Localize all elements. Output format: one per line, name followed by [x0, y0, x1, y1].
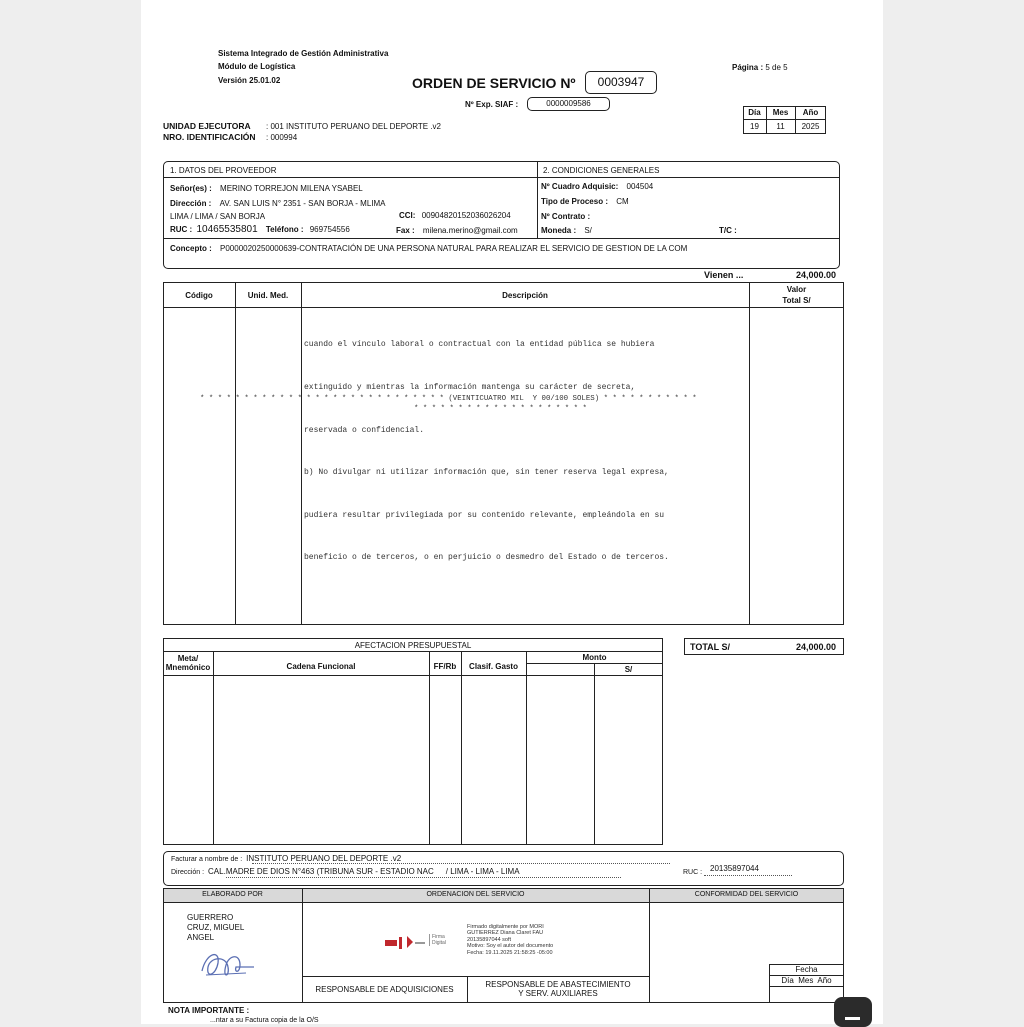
- fax-label: Fax :: [396, 226, 415, 235]
- concepto-value: P0000020250000639-CONTRATACIÓN DE UNA PERSONA NATURAL PARA REALIZAR EL SERVICIO DE GESTION DE LA COM: [220, 244, 688, 253]
- nro-identificacion-label: NRO. IDENTIFICACIÓN: [163, 132, 256, 142]
- fecha-label: Fecha: [795, 965, 818, 974]
- vienen-value: 24,000.00: [796, 270, 837, 280]
- fax-value: milena.merino@gmail.com: [422, 226, 518, 235]
- firma-digital-label: Firma Digital: [429, 934, 456, 946]
- page-indicator: [732, 63, 788, 72]
- senor-label: Señor(es) :: [170, 184, 212, 193]
- unidad-value: : 001 INSTITUTO PERUANO DEL DEPORTE .v2: [266, 122, 442, 131]
- tc-label: T/C :: [719, 226, 737, 235]
- ruc-label: RUC :: [170, 225, 193, 234]
- billing-address-value: CAL.MADRE DE DIOS N°463 (TRIBUNA SUR - ESTADIO NAC: [208, 867, 434, 876]
- description-line: reservada o confidencial.: [304, 425, 425, 435]
- col-valor: Valor: [786, 285, 807, 294]
- telefono-value: 969754556: [309, 225, 350, 234]
- conformidad-header: CONFORMIDAD DEL SERVICIO: [694, 891, 799, 898]
- page-label: Página :: [732, 63, 764, 72]
- date-header-month: Mes: [772, 108, 789, 117]
- total-label: TOTAL S/: [690, 642, 731, 652]
- amount-in-words-continued: * * * * * * * * * * * * * * * * * * * *: [414, 405, 587, 413]
- siaf-label: Nº Exp. SIAF :: [465, 100, 519, 109]
- description-line: b) No divulgar ni utilizar información que, sin tener reserva legal expresa,: [304, 468, 669, 478]
- moneda-field: [541, 226, 592, 235]
- elaborado-header: ELABORADO POR: [202, 891, 263, 898]
- cadena-funcional-label: Cadena Funcional: [286, 662, 356, 671]
- col-unid-med: Unid. Med.: [247, 291, 289, 300]
- monto-label: Monto: [582, 653, 607, 662]
- ordenacion-header: ORDENACION DEL SERVICIO: [426, 891, 525, 898]
- col-codigo: Código: [185, 291, 213, 300]
- nota-importante: NOTA IMPORTANTE :: [168, 1006, 250, 1015]
- tipo-proceso-label: Tipo de Proceso :: [541, 197, 608, 206]
- elaborado-name-line: CRUZ, MIGUEL: [187, 923, 245, 932]
- document-title: ORDEN DE SERVICIO Nº: [412, 75, 576, 91]
- concepto-label: Concepto :: [170, 244, 212, 253]
- resp-adquisiciones: RESPONSABLE DE ADQUISICIONES: [315, 985, 454, 994]
- digital-signature-line: Firmado digitalmente por MORI: [467, 924, 544, 930]
- description-text: [304, 310, 669, 580]
- digital-signature-stamp: [467, 924, 553, 956]
- senor-value: MERINO TORREJON MILENA YSABEL: [220, 184, 363, 193]
- tipo-proceso-field: [541, 197, 629, 206]
- date-month: 11: [776, 122, 785, 131]
- cuadro-field: [541, 182, 653, 191]
- siaf-value: 0000009586: [546, 99, 591, 108]
- date-header-day: Día: [748, 108, 761, 117]
- ruc-value: 10465535801: [196, 224, 258, 235]
- col-descripcion: Descripción: [502, 291, 548, 300]
- page-value: 5 de 5: [765, 63, 788, 72]
- billing-address-label: Dirección :: [171, 869, 205, 876]
- concepto-field: [170, 244, 687, 253]
- tipo-proceso-value: CM: [616, 197, 629, 206]
- facturar-label: Facturar a nombre de :: [171, 856, 243, 863]
- elaborado-name-line: ANGEL: [187, 933, 215, 942]
- fax-field: [396, 226, 518, 235]
- nota-line: ...ntar a su Factura copia de la O/S: [210, 1017, 319, 1024]
- date-day: 19: [750, 122, 759, 131]
- billing-address-field: [171, 867, 520, 876]
- provider-city: LIMA / LIMA / SAN BORJA: [170, 212, 266, 221]
- meta-label: Meta/: [177, 654, 199, 663]
- elaborado-name: [187, 913, 244, 943]
- clasif-gasto-label: Clasif. Gasto: [469, 662, 518, 671]
- direccion-value: AV. SAN LUIS N° 2351 - SAN BORJA - MLIMA: [219, 199, 386, 208]
- description-line: beneficio o de terceros, o en perjuicio o desmedro del Estado o de terceros.: [304, 553, 669, 563]
- system-name: Sistema Integrado de Gestión Administrativa: [218, 49, 389, 58]
- handwritten-signature: [196, 945, 258, 985]
- budget-title: AFECTACION PRESUPUESTAL: [354, 641, 472, 650]
- conditions-section-title: 2. CONDICIONES GENERALES: [543, 166, 660, 175]
- billing-address-city: / LIMA - LIMA - LIMA: [445, 867, 520, 876]
- billing-ruc-value: 20135897044: [710, 864, 759, 873]
- digital-signature-line: GUTIERREZ Diana Claret FAU: [467, 930, 544, 937]
- cuadro-label: Nº Cuadro Adquisic:: [541, 182, 619, 191]
- version-label: Versión 25.01.02: [218, 76, 281, 85]
- digital-signature-line: Motivo: Soy el autor del documento: [467, 943, 554, 950]
- description-line: cuando el vínculo laboral o contractual con la entidad pública se hubiera: [304, 340, 655, 350]
- contrato-label: Nº Contrato :: [541, 212, 591, 221]
- amount-in-words: * * * * * * * * * * * * * * * * * * * * * * * * * * * * (VEINTICUATRO MIL Y 00/100 SOLES) * * * * * * * * * * *: [200, 395, 697, 403]
- resp-abastecimiento: [467, 980, 649, 998]
- description-line: pudiera resultar privilegiada por su contenido relevante, empleándola en su: [304, 510, 665, 520]
- ruc-field: [170, 224, 350, 235]
- direccion-label: Dirección :: [170, 199, 212, 208]
- ffrb-label: FF/Rb: [433, 662, 457, 671]
- fecha-columns: Día Mes Año: [781, 976, 832, 985]
- cci-label: CCI:: [399, 211, 416, 220]
- vienen-label: Vienen ...: [704, 270, 744, 280]
- date-year: 2025: [801, 122, 820, 131]
- total-value: 24,000.00: [796, 642, 837, 652]
- facturar-field: [171, 854, 401, 863]
- senor-field: [170, 184, 363, 193]
- billing-ruc-label: RUC :: [683, 869, 703, 876]
- order-number-box: [585, 71, 657, 94]
- moneda-label: Moneda :: [541, 226, 577, 235]
- resp-abastecimiento-line: RESPONSABLE DE ABASTECIMIENTO: [485, 980, 631, 989]
- facturar-value: INSTITUTO PERUANO DEL DEPORTE .v2: [246, 854, 402, 863]
- order-number: 0003947: [597, 75, 645, 89]
- unidad-label: UNIDAD EJECUTORA: [163, 121, 251, 131]
- digital-signature-line: 20135897044 soft: [467, 936, 512, 943]
- description-line: extinguido y mientras la información mantenga su carácter de secreta,: [304, 383, 636, 393]
- nro-identificacion-value: : 000994: [266, 133, 298, 142]
- cuadro-value: 004504: [626, 182, 654, 191]
- collapse-button[interactable]: [834, 997, 872, 1027]
- digital-signature-line: Fecha: 19.11.2025 21:58:25 -05:00: [467, 949, 553, 956]
- resp-abastecimiento-line: Y SERV. AUXILIARES: [518, 989, 598, 998]
- cci-value: 00904820152036026204: [421, 211, 511, 220]
- moneda-value: S/: [584, 226, 592, 235]
- institution-logo: [383, 932, 427, 954]
- date-header-year: Año: [802, 108, 819, 117]
- col-total: Total S/: [782, 296, 811, 305]
- direccion-field: [170, 199, 386, 208]
- cci-field: [399, 211, 511, 220]
- module-name: Módulo de Logística: [218, 62, 296, 71]
- siaf-box: [527, 97, 610, 111]
- elaborado-name-line: GUERRERO: [187, 913, 234, 922]
- mnemonico-label: Mnemónico: [165, 663, 211, 672]
- telefono-label: Teléfono :: [265, 225, 304, 234]
- monto-currency: S/: [624, 665, 633, 674]
- provider-section-title: 1. DATOS DEL PROVEEDOR: [170, 166, 277, 175]
